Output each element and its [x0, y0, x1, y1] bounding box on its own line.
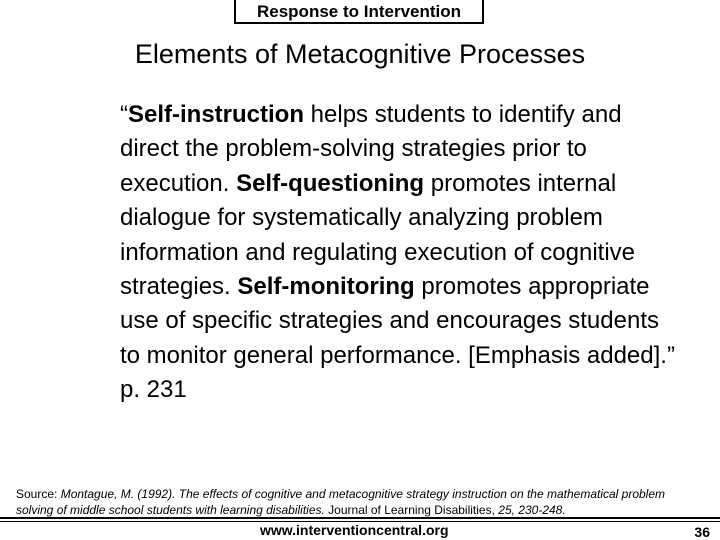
footer-url-link[interactable]: www.interventioncentral.org — [260, 522, 449, 538]
header-label: Response to Intervention — [256, 2, 462, 21]
source-journal: Journal of Learning Disabilities, — [324, 503, 499, 517]
slide-title: Elements of Metacognitive Processes — [134, 39, 586, 69]
term-self-instruction: Self-instruction — [128, 101, 305, 128]
source-volume: 25 — [498, 503, 512, 517]
page-number: 36 — [694, 524, 710, 540]
term-self-monitoring: Self-monitoring — [237, 273, 415, 301]
quote-open-mark: “ — [120, 101, 128, 128]
header-banner — [234, 0, 484, 24]
quote-text-1: helps students to identify and direct the problem-solving strategies prior to execution. — [120, 101, 622, 197]
quote-text-3: promotes appropriate use of specific strategies and encourages students to monitor general performance. [Emphasis added].” p. 231 — [120, 273, 675, 404]
quote-text-2: promotes internal dialogue for systematically analyzing problem information and regulating execution of cognitive strategies. — [120, 169, 635, 301]
quote-block — [120, 98, 680, 408]
source-pages: , 230-248. — [511, 503, 566, 517]
source-prefix: Source: — [16, 487, 61, 501]
term-self-questioning: Self-questioning — [236, 169, 425, 197]
source-citation — [16, 486, 696, 518]
source-author-title: Montague, M. (1992). The effects of cognitive and metacognitive strategy instruction on the mathematical problem solving of middle school students with learning disabilities. — [16, 487, 666, 517]
